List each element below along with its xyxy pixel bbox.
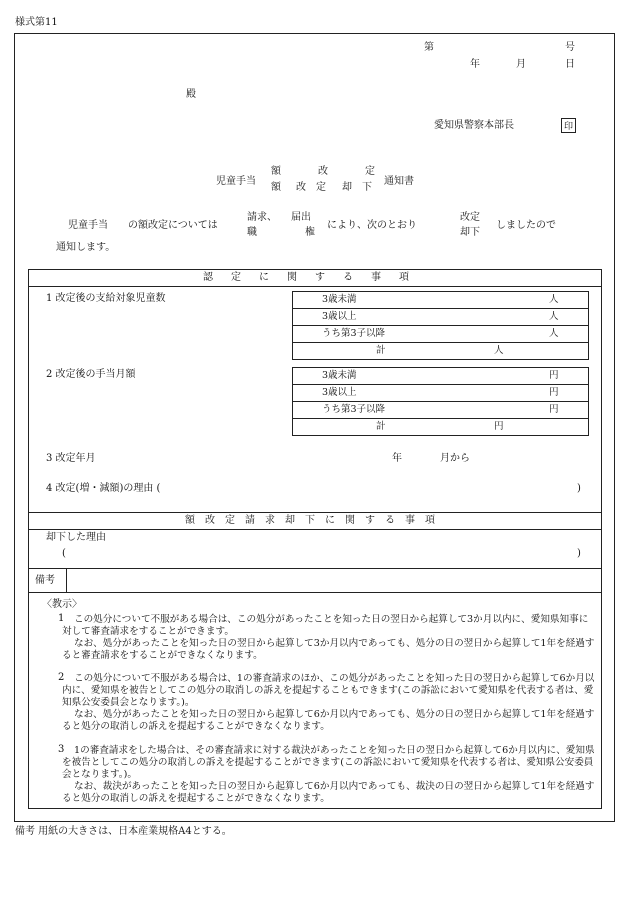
table-line xyxy=(292,384,589,385)
table-line xyxy=(292,401,589,402)
item4-label: 4 改定(増・減額)の理由 ( xyxy=(46,483,161,494)
note-main: 1の審査請求をした場合は、その審査請求に対する裁決があったことを知った日の翌日から起算して6か月以内に、愛知県を被告としてこの処分の取消しの訴えを提起することができます(この訴訟において愛知県を代表する者は、愛知県公安委員会となります。)。 xyxy=(62,745,595,780)
note-sub: なお、裁決があったことを知った日の翌日から起算して6か月以内であっても、裁決の日の翌日から起算して1年を経過すると処分の取消しの訴えを提起することができなくなります。 xyxy=(62,781,595,804)
intro-part1: 児童手当 xyxy=(68,220,108,231)
title-col2-bottom: 改定 xyxy=(296,182,336,193)
intro-part3: により、次のとおり xyxy=(327,220,417,231)
seal-stamp: 印 xyxy=(561,118,576,133)
item2-row-unit: 円 xyxy=(549,404,559,415)
form-number: 様式第11 xyxy=(15,17,58,28)
note-number: 3 xyxy=(58,744,65,755)
table-line xyxy=(292,325,589,326)
item3-month-from: 月から xyxy=(440,453,470,464)
item2-row-label: うち第3子以降 xyxy=(322,404,386,415)
intro-choice3-top: 改定 xyxy=(460,212,480,223)
table-line xyxy=(292,308,589,309)
divider xyxy=(28,286,602,287)
item2-row-unit: 円 xyxy=(549,387,559,398)
note-main: この処分について不服がある場合は、この処分があったことを知った日の翌日から起算して3か月以内に、愛知県知事に対して審査請求をすることができます。 xyxy=(62,614,589,637)
item1-total-label: 計 xyxy=(376,345,386,356)
intro-part2: の額改定については xyxy=(128,220,218,231)
table-line xyxy=(292,418,589,419)
note-1 xyxy=(62,614,596,662)
item4-close: ) xyxy=(577,483,581,494)
divider xyxy=(28,568,602,569)
divider xyxy=(28,529,602,530)
table-line xyxy=(292,342,589,343)
item1-row-label: 3歳以上 xyxy=(322,311,357,322)
date-month: 月 xyxy=(516,59,526,70)
item2-row-label: 3歳以上 xyxy=(322,387,357,398)
note-sub: なお、処分があったことを知った日の翌日から起算して6か月以内であっても、処分の日の翌日から起算して1年を経過すると処分の取消しの訴えを提起することができなくなります。 xyxy=(62,709,595,732)
note-number: 2 xyxy=(58,672,65,683)
item1-total-unit: 人 xyxy=(494,345,504,356)
item1-row-unit: 人 xyxy=(549,294,559,305)
item3-year: 年 xyxy=(392,453,402,464)
item3-label: 3 改定年月 xyxy=(46,453,96,464)
intro-choice1-bottom: 職 xyxy=(247,227,257,238)
date-day: 日 xyxy=(565,59,575,70)
instruction-title: 〈教示〉 xyxy=(42,599,82,610)
note-number: 1 xyxy=(58,613,65,624)
title-col1-top: 額 xyxy=(271,166,281,177)
issuer: 愛知県警察本部長 xyxy=(434,120,514,131)
remarks-label: 備考 xyxy=(35,575,55,586)
intro-choice2-bottom: 権 xyxy=(305,227,315,238)
title-prefix: 児童手当 xyxy=(216,176,256,187)
divider xyxy=(28,512,602,513)
date-year: 年 xyxy=(470,59,480,70)
remarks-divider xyxy=(66,568,67,592)
addressee-suffix: 殿 xyxy=(186,89,196,100)
note-sub: なお、処分があったことを知った日の翌日から起算して3か月以内であっても、処分の日の翌日から起算して1年を経過すると審査請求をすることができなくなります。 xyxy=(62,638,595,661)
section2-heading: 額改定請求却下に関する事項 xyxy=(185,515,445,526)
title-suffix: 通知書 xyxy=(384,176,414,187)
title-col3-top: 定 xyxy=(365,166,375,177)
intro-choice2-top: 届出 xyxy=(291,212,311,223)
note-main: この処分について不服がある場合は、1の審査請求のほか、この処分があったことを知った日の翌日から起算して6か月以内に、愛知県を被告としてこの処分の取消しの訴えを提起することもできます(この訴訟において愛知県を代表する者は、愛知県公安委員会となります。)。 xyxy=(62,673,595,708)
item2-row-unit: 円 xyxy=(549,370,559,381)
intro-line2: 通知します。 xyxy=(56,242,116,253)
title-col2-top: 改 xyxy=(318,166,328,177)
item2-label: 2 改定後の手当月額 xyxy=(46,369,136,380)
item1-label: 1 改定後の支給対象児童数 xyxy=(46,293,166,304)
item1-row-unit: 人 xyxy=(549,328,559,339)
title-col3-bottom: 却下 xyxy=(342,182,382,193)
section1-heading: 認定に関する事項 xyxy=(203,272,427,283)
item2-total-unit: 円 xyxy=(494,421,504,432)
rejection-close: ) xyxy=(577,548,581,559)
number-suffix: 号 xyxy=(565,42,575,53)
item1-row-label: 3歳未満 xyxy=(322,294,357,305)
note-2 xyxy=(62,673,596,733)
rejection-label: 却下した理由 xyxy=(46,532,106,543)
item2-row-label: 3歳未満 xyxy=(322,370,357,381)
item1-row-label: うち第3子以降 xyxy=(322,328,386,339)
rejection-open: ( xyxy=(62,548,66,559)
title-col1-bottom: 額 xyxy=(271,182,281,193)
intro-choice1-top: 請求、 xyxy=(247,212,277,223)
intro-choice3-bottom: 却下 xyxy=(460,227,480,238)
intro-part4: しましたので xyxy=(496,220,556,231)
divider xyxy=(28,592,602,593)
note-3 xyxy=(62,745,596,805)
number-prefix: 第 xyxy=(424,42,434,53)
item1-row-unit: 人 xyxy=(549,311,559,322)
footer-note: 備考 用紙の大きさは、日本産業規格A4とする。 xyxy=(15,826,232,837)
item2-total-label: 計 xyxy=(376,421,386,432)
